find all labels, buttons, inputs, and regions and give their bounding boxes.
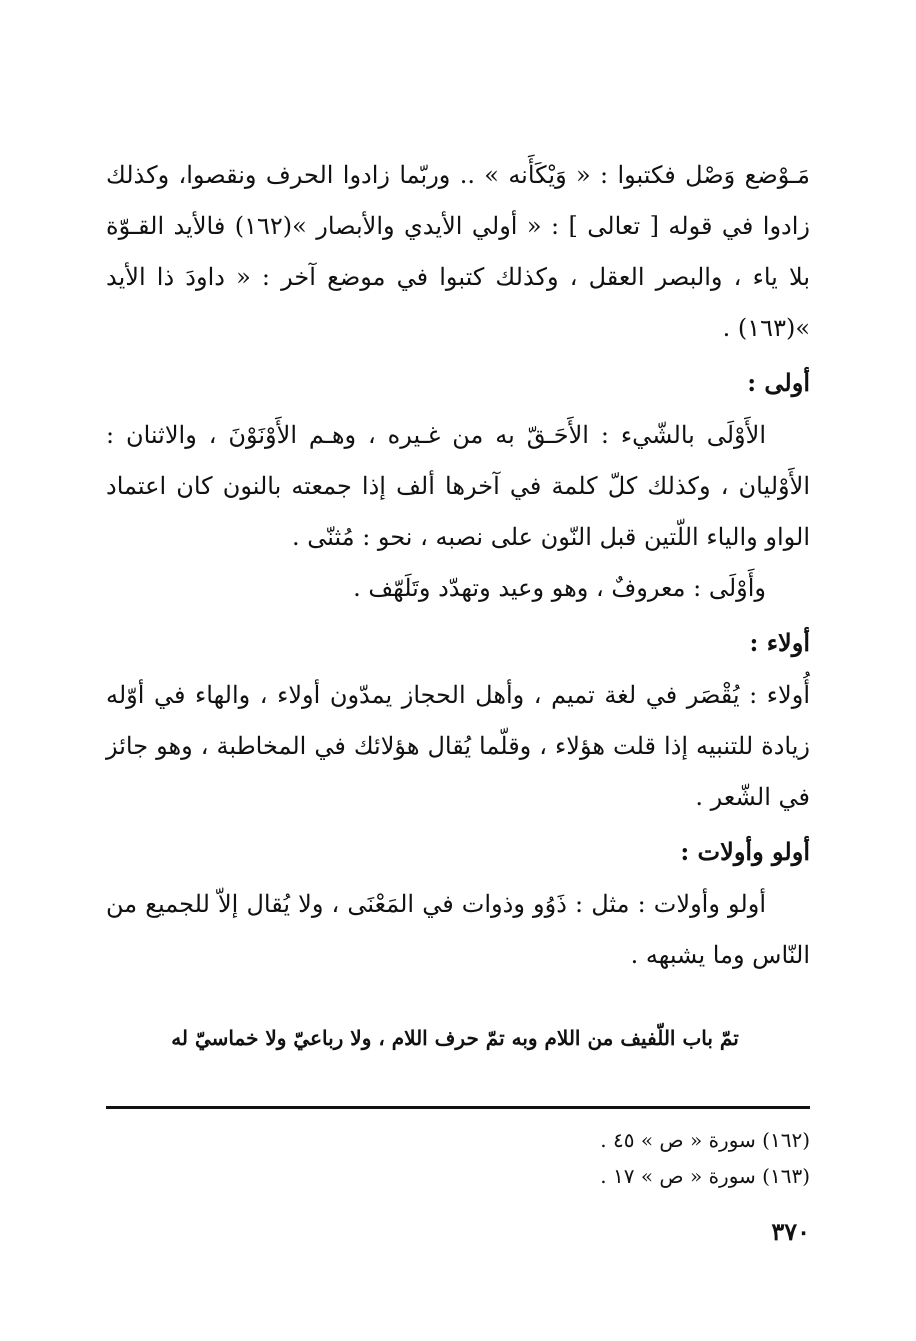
- paragraph-ulaa-definition: أُولاء : يُقْصَر في لغة تميم ، وأهل الحجاز يمدّون أولاء ، والهاء في أوّله زيادة للتنبيه إذا قلت هؤلاء ، وقلّما يُقال هؤلائك في المخاطبة ، وهو جائز في الشّعر .: [106, 681, 810, 811]
- paragraph-awla-definition: الأَوْلَى بالشّيء : الأَحَـقّ به من غـيره ، وهـم الأَوْنَوْنَ ، والاثنان : الأَوْليان ، وكذلك كلّ كلمة في آخرها ألف إذا جمعته بالنون كان اعتماد الواو والياء اللّتين قبل النّون على نصبه ، نحو : مُثنّى .: [106, 421, 810, 551]
- footnote-163: (١٦٣) سورة « ص » ١٧ .: [600, 1164, 810, 1188]
- main-text: [106, 150, 810, 981]
- footnote-divider: [106, 1106, 810, 1109]
- entry-heading-ulu-wa-ulat: أولو وأولات :: [680, 837, 810, 866]
- page-number: ٣٧٠: [771, 1217, 810, 1246]
- entry-heading-awla: أولى :: [747, 368, 810, 397]
- paragraph-intro: مَـوْضع وَصْل فكتبوا : « وَيْكَأَنه » .. وربّما زادوا الحرف ونقصوا، وكذلك زادوا في قوله [ تعالى ] : « أولي الأيدي والأبصار »(١٦٢) فالأيد القـوّة بلا ياء ، والبصر العقل ، وكذلك كتبوا في موضع آخر : « داودَ ذا الأيد »(١٦٣) .: [106, 161, 811, 342]
- paragraph-ulu-definition: أولو وأولات : مثل : ذَوُو وذوات في المَعْنَى ، ولا يُقال إلاّ للجميع من النّاس وما يشبهه .: [106, 890, 810, 969]
- chapter-closing-note: تمّ باب اللّفيف من اللام وبه تمّ حرف اللام ، ولا رباعيّ ولا خماسيّ له: [171, 1026, 739, 1050]
- footnotes: [106, 1122, 810, 1194]
- footnote-162: (١٦٢) سورة « ص » ٤٥ .: [600, 1128, 810, 1152]
- paragraph-awla-usage: وأَوْلَى : معروفٌ ، وهو وعيد وتهدّد وتَلَهّف .: [353, 574, 766, 602]
- entry-heading-ulaa: أولاء :: [749, 628, 810, 657]
